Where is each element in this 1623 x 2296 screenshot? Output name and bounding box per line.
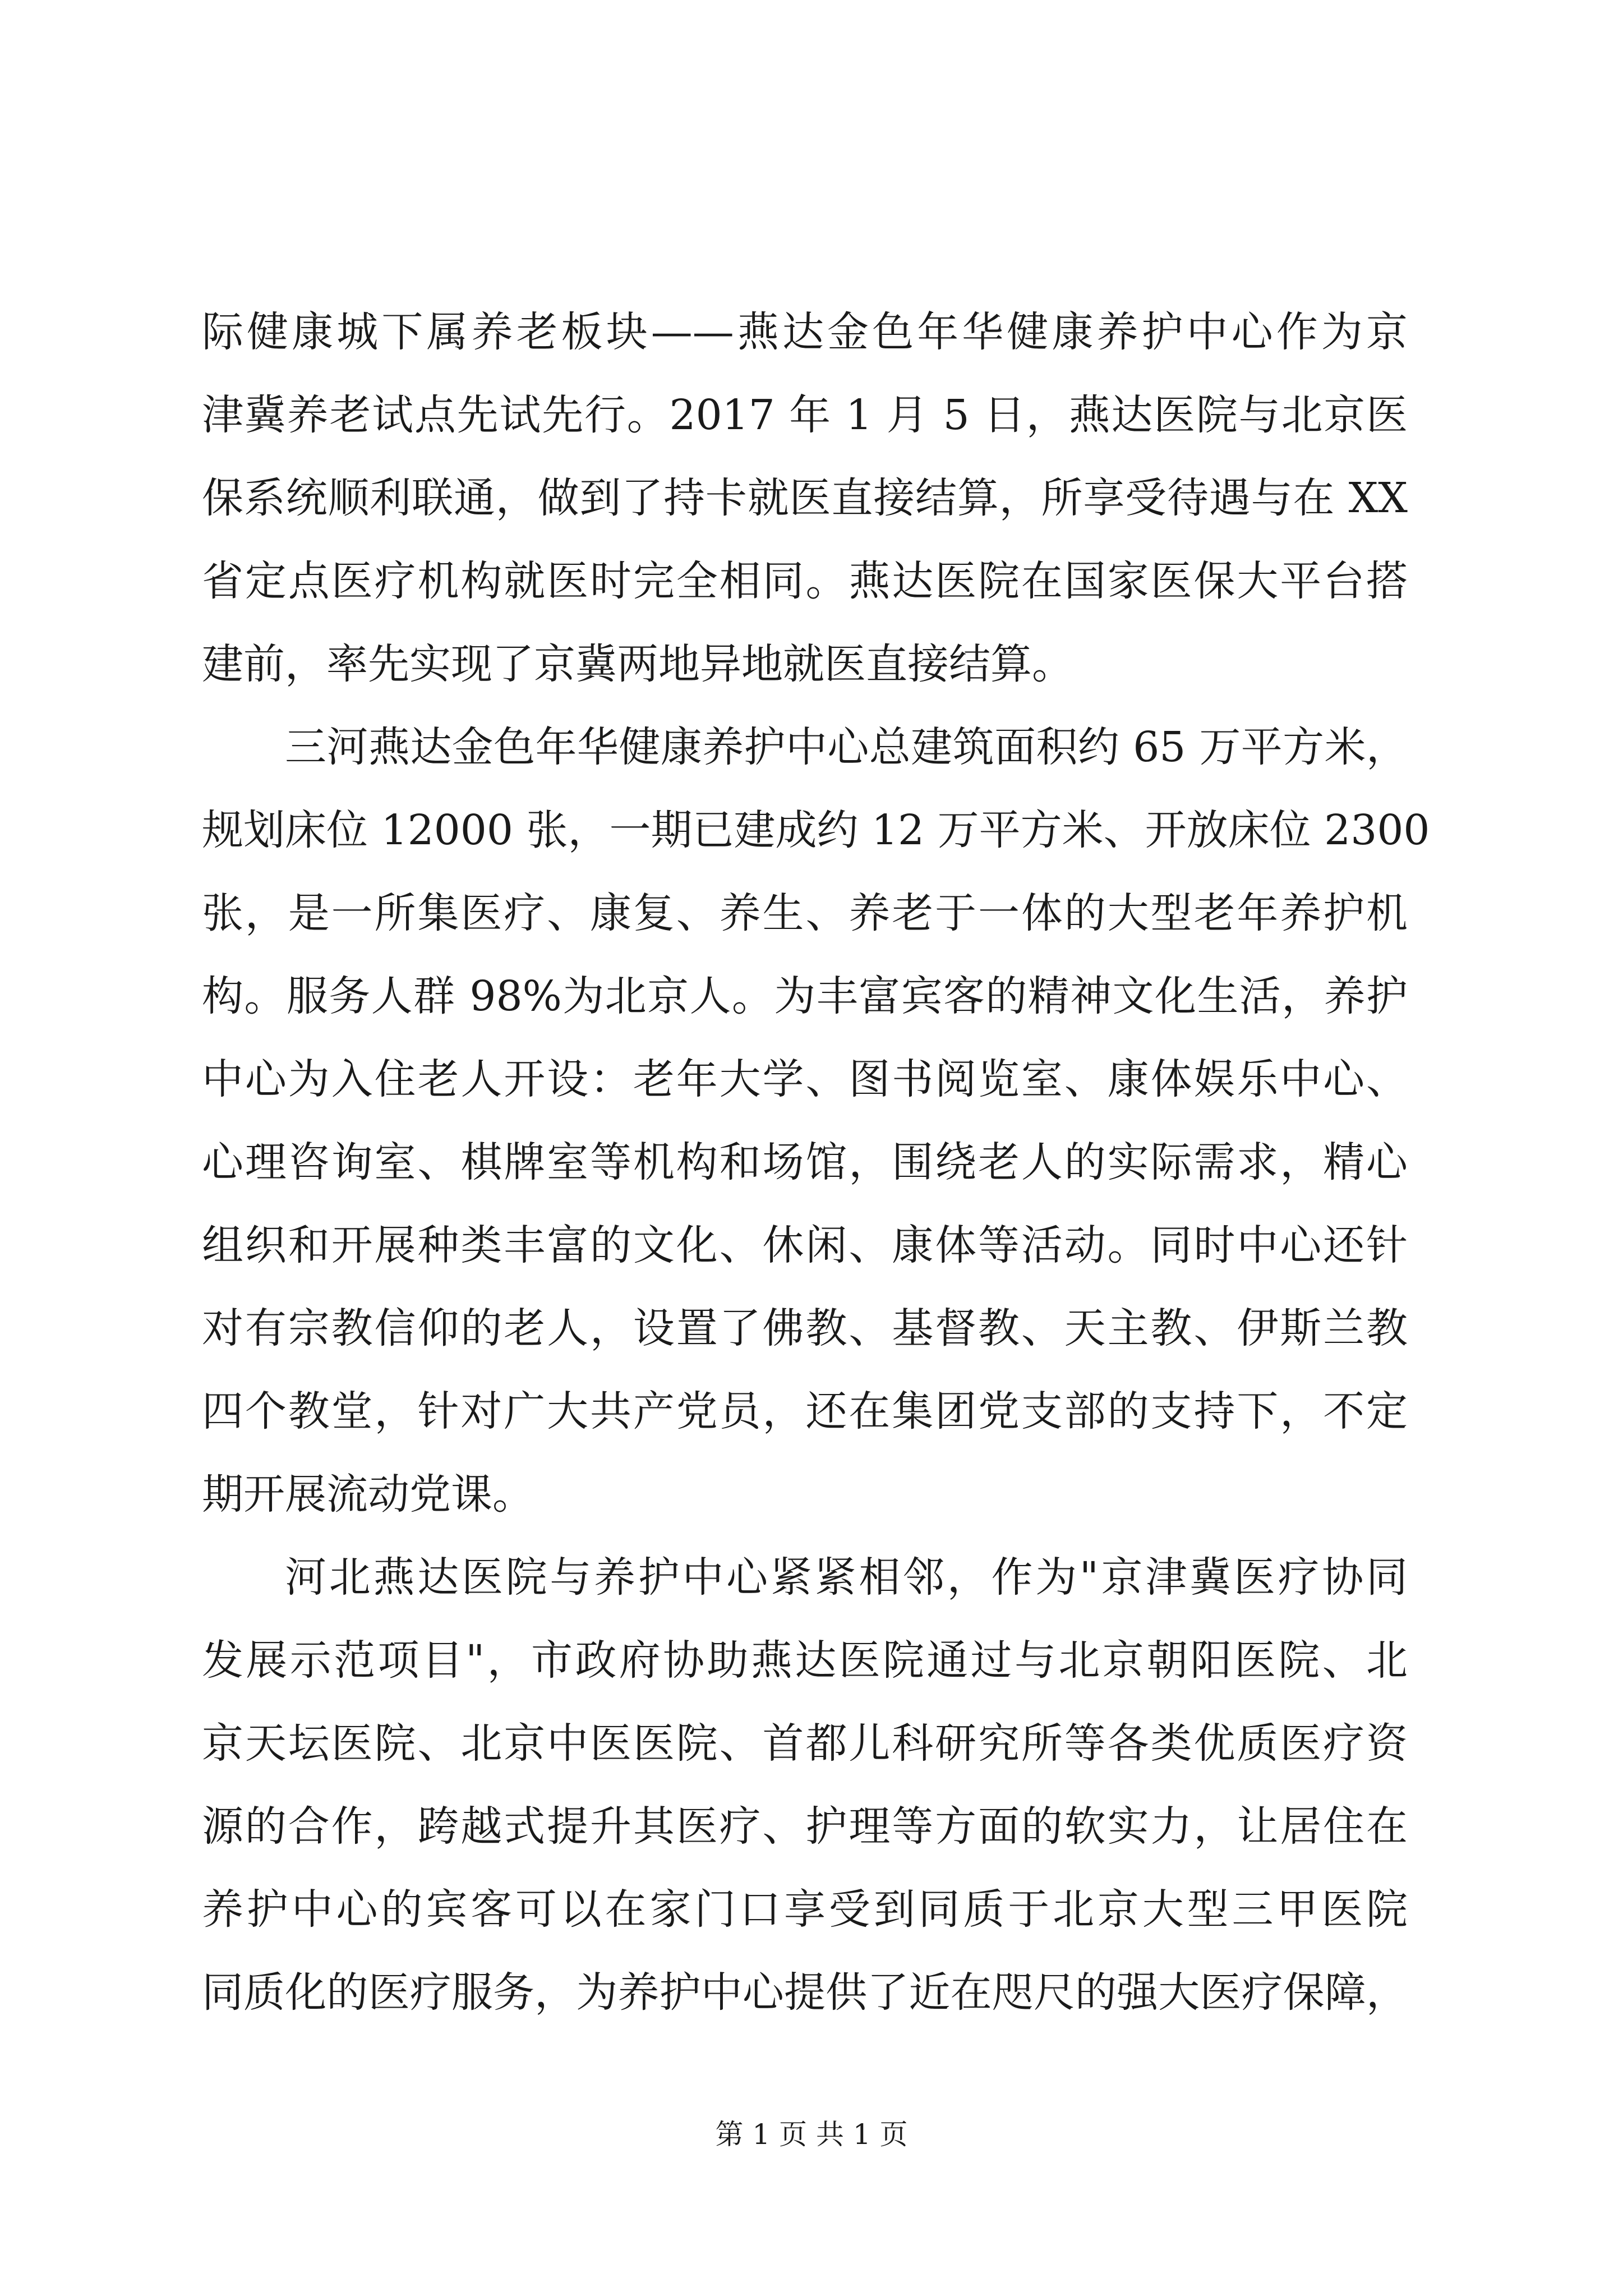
page-footer <box>0 2112 1623 2152</box>
page-number-label: 第 1 页 共 1 页 <box>715 2118 908 2151</box>
text-line: 张，是一所集医疗、康复、养生、养老于一体的大型老年养护机 <box>202 889 1408 937</box>
body-text <box>202 291 1430 2034</box>
text-line: 四个教堂，针对广大共产党员，还在集团党支部的支持下，不定 <box>202 1387 1408 1435</box>
text-line: 规划床位 12000 张，一期已建成约 12 万平方米、开放床位 2300 <box>202 806 1430 854</box>
text-line: 发展示范项目"，市政府协助燕达医院通过与北京朝阳医院、北 <box>202 1636 1408 1685</box>
text-line: 建前，率先实现了京冀两地异地就医直接结算。 <box>202 640 1073 688</box>
text-line: 源的合作，跨越式提升其医疗、护理等方面的软实力，让居住在 <box>202 1802 1408 1851</box>
text-line: 三河燕达金色年华健康养护中心总建筑面积约 65 万平方米， <box>285 723 1408 771</box>
text-line: 组织和开展种类丰富的文化、休闲、康体等活动。同时中心还针 <box>202 1221 1408 1269</box>
text-line: 际健康城下属养老板块——燕达金色年华健康养护中心作为京 <box>202 308 1408 356</box>
text-line: 京天坛医院、北京中医医院、首都儿科研究所等各类优质医疗资 <box>202 1719 1408 1768</box>
text-line: 河北燕达医院与养护中心紧紧相邻，作为"京津冀医疗协同 <box>285 1553 1408 1602</box>
text-line: 中心为入住老人开设：老年大学、图书阅览室、康体娱乐中心、 <box>202 1055 1408 1103</box>
text-line: 同质化的医疗服务，为养护中心提供了近在咫尺的强大医疗保障， <box>202 1968 1408 2017</box>
text-line: 津冀养老试点先试先行。2017 年 1 月 5 日，燕达医院与北京医 <box>202 391 1408 439</box>
text-line: 对有宗教信仰的老人，设置了佛教、基督教、天主教、伊斯兰教 <box>202 1304 1408 1352</box>
text-line: 期开展流动党课。 <box>202 1470 534 1519</box>
text-line: 心理咨询室、棋牌室等机构和场馆，围绕老人的实际需求，精心 <box>202 1138 1408 1186</box>
text-line: 保系统顺利联通，做到了持卡就医直接结算，所享受待遇与在 XX <box>202 474 1408 522</box>
text-line: 省定点医疗机构就医时完全相同。燕达医院在国家医保大平台搭 <box>202 557 1408 605</box>
text-line: 构。服务人群 98%为北京人。为丰富宾客的精神文化生活，养护 <box>202 972 1408 1020</box>
text-line: 养护中心的宾客可以在家门口享受到同质于北京大型三甲医院 <box>202 1885 1408 1934</box>
